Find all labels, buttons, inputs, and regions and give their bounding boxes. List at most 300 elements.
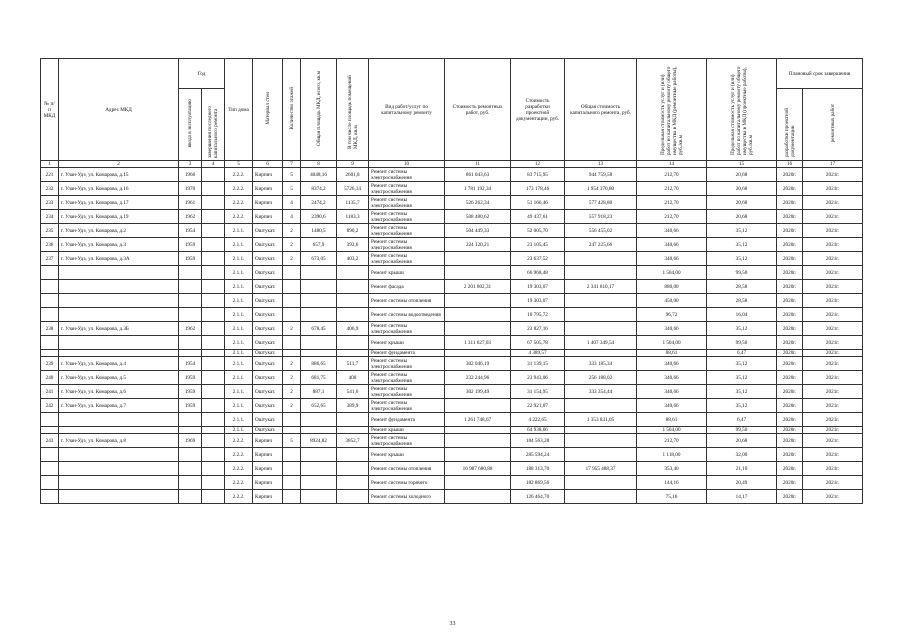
- cell-design-cost: 52 005,70: [511, 224, 565, 238]
- cell-repair-cost: 526 262,34: [445, 196, 511, 210]
- cell-total-area: 1480,5: [301, 224, 337, 238]
- cell-total-cost: 556 455,02: [565, 224, 637, 238]
- cell-address: [59, 427, 179, 434]
- cell-residential-area: 511,7: [337, 357, 369, 371]
- cell-address: [59, 462, 179, 476]
- cell-deadline-repair: 2021г.: [803, 168, 863, 182]
- cell-floors: [283, 476, 301, 490]
- cell-design-cost: 4 389,57: [511, 350, 565, 357]
- table-row: [41, 182, 863, 196]
- cell-limit-cost-repair: 212,70: [637, 168, 707, 182]
- cell-year-commission: 1959: [179, 252, 202, 266]
- cell-address: г. Улан-Удэ, ул. Комарова, д.19: [59, 210, 179, 224]
- cell-deadline-repair: 2021г.: [803, 357, 863, 371]
- cell-year-last-repair: [202, 385, 225, 399]
- cell-wall-material: Кирпич: [253, 434, 283, 448]
- cell-limit-cost-design: 21,10: [707, 462, 777, 476]
- cell-deadline-repair: 2021г.: [803, 336, 863, 350]
- table-row: [41, 462, 863, 476]
- cell-work-type: Ремонт фасада: [369, 280, 445, 294]
- cell-wall-material: Оштукат.: [253, 280, 283, 294]
- header-deadline-design: разработки проектной документации: [777, 89, 803, 161]
- cell-deadline-repair: 2021г.: [803, 308, 863, 322]
- cell-row-number: [41, 280, 59, 294]
- col-num: 1: [41, 161, 59, 168]
- cell-repair-cost: 232 244,96: [445, 371, 511, 385]
- cell-row-number: 242: [41, 399, 59, 413]
- cell-design-cost: 51 166,46: [511, 196, 565, 210]
- cell-deadline-repair: 2021г.: [803, 434, 863, 448]
- cell-work-type: Ремонт системы холодного: [369, 490, 445, 504]
- cell-house-type: 2.1.1.: [225, 385, 253, 399]
- cell-work-type: Ремонт системы горячего: [369, 476, 445, 490]
- cell-deadline-design: 2020г.: [777, 385, 803, 399]
- cell-address: г. Улан-Удэ, ул. Комарова, д.2: [59, 224, 179, 238]
- cell-floors: 5: [283, 434, 301, 448]
- col-num: 7: [283, 161, 301, 168]
- cell-address: г. Улан-Удэ, ул. Комарова, д.16: [59, 182, 179, 196]
- header-year-commission: ввода в эксплуатацию: [179, 89, 202, 161]
- cell-house-type: 2.2.2.: [225, 196, 253, 210]
- cell-total-area: [301, 413, 337, 427]
- cell-row-number: [41, 336, 59, 350]
- cell-work-type: Ремонт системы электроснабжения: [369, 168, 445, 182]
- cell-work-type: Ремонт системы электроснабжения: [369, 252, 445, 266]
- col-num: 5: [225, 161, 253, 168]
- cell-year-last-repair: [202, 224, 225, 238]
- cell-address: [59, 476, 179, 490]
- cell-year-last-repair: [202, 322, 225, 336]
- cell-total-cost: 577 428,80: [565, 196, 637, 210]
- cell-total-area: 8374,2: [301, 182, 337, 196]
- table-row: [41, 266, 863, 280]
- table-row: [41, 252, 863, 266]
- cell-year-commission: [179, 294, 202, 308]
- cell-total-cost: [565, 427, 637, 434]
- cell-limit-cost-design: 35,12: [707, 322, 777, 336]
- cell-total-cost: [565, 434, 637, 448]
- cell-address: г. Улан-Удэ, ул. Комарова, д.3Б: [59, 322, 179, 336]
- cell-row-number: 221: [41, 168, 59, 182]
- cell-year-commission: 1962: [179, 210, 202, 224]
- cell-limit-cost-design: 20,68: [707, 434, 777, 448]
- cell-deadline-design: 2020г.: [777, 252, 803, 266]
- cell-floors: [283, 350, 301, 357]
- cell-work-type: Ремонт системы электроснабжения: [369, 224, 445, 238]
- cell-year-last-repair: [202, 210, 225, 224]
- cell-total-cost: 1 954 370,80: [565, 182, 637, 196]
- cell-total-area: [301, 266, 337, 280]
- cell-house-type: 2.2.2.: [225, 448, 253, 462]
- cell-design-cost: 10 795,72: [511, 308, 565, 322]
- cell-year-commission: 1954: [179, 357, 202, 371]
- table-row: [41, 427, 863, 434]
- cell-wall-material: Оштукат.: [253, 238, 283, 252]
- page-number: 33: [449, 621, 456, 627]
- table-row: [41, 476, 863, 490]
- cell-deadline-repair: 2021г.: [803, 476, 863, 490]
- cell-row-number: [41, 448, 59, 462]
- cell-design-cost: 19 303,07: [511, 280, 565, 294]
- cell-year-last-repair: [202, 238, 225, 252]
- cell-repair-cost: 1 781 192,34: [445, 182, 511, 196]
- cell-wall-material: Оштукат.: [253, 266, 283, 280]
- cell-total-cost: 2 341 810,17: [565, 280, 637, 294]
- cell-total-cost: 333 354,44: [565, 385, 637, 399]
- table-row: [41, 448, 863, 462]
- cell-total-cost: [565, 399, 637, 413]
- cell-wall-material: Кирпич: [253, 168, 283, 182]
- cell-limit-cost-repair: 340,66: [637, 252, 707, 266]
- cell-year-last-repair: [202, 371, 225, 385]
- cell-repair-cost: [445, 350, 511, 357]
- cell-wall-material: Оштукат.: [253, 252, 283, 266]
- cell-house-type: 2.2.2.: [225, 490, 253, 504]
- cell-deadline-design: 2020г.: [777, 427, 803, 434]
- cell-year-last-repair: [202, 252, 225, 266]
- cell-limit-cost-design: 14,17: [707, 490, 777, 504]
- cell-residential-area: [337, 413, 369, 427]
- cell-wall-material: Оштукат.: [253, 336, 283, 350]
- cell-row-number: 237: [41, 252, 59, 266]
- budget-table-sheet: [40, 58, 862, 504]
- cell-limit-cost-design: 6,47: [707, 350, 777, 357]
- cell-limit-cost-repair: 212,70: [637, 182, 707, 196]
- cell-repair-cost: [445, 252, 511, 266]
- cell-year-last-repair: [202, 413, 225, 427]
- cell-row-number: [41, 294, 59, 308]
- cell-limit-cost-repair: 96,72: [637, 308, 707, 322]
- cell-year-commission: [179, 427, 202, 434]
- header-wall-material: Материал стен: [253, 59, 283, 161]
- cell-total-area: 681,75: [301, 371, 337, 385]
- cell-wall-material: Кирпич: [253, 490, 283, 504]
- cell-floors: [283, 427, 301, 434]
- cell-year-last-repair: [202, 266, 225, 280]
- cell-deadline-design: 2020г.: [777, 448, 803, 462]
- col-num: 15: [707, 161, 777, 168]
- cell-wall-material: Оштукат.: [253, 350, 283, 357]
- cell-year-commission: [179, 462, 202, 476]
- cell-deadline-repair: 2021г.: [803, 448, 863, 462]
- cell-address: г. Улан-Удэ, ул. Комарова, д.17: [59, 196, 179, 210]
- cell-wall-material: Оштукат.: [253, 308, 283, 322]
- cell-year-last-repair: [202, 168, 225, 182]
- cell-design-cost: 31 139,15: [511, 357, 565, 371]
- cell-floors: 2: [283, 252, 301, 266]
- cell-work-type: Ремонт крыши: [369, 336, 445, 350]
- cell-design-cost: 83 715,95: [511, 168, 565, 182]
- cell-floors: [283, 308, 301, 322]
- cell-year-last-repair: [202, 182, 225, 196]
- cell-work-type: Ремонт системы электроснабжения: [369, 210, 445, 224]
- cell-total-cost: [565, 350, 637, 357]
- cell-total-cost: [565, 490, 637, 504]
- cell-deadline-repair: 2021г.: [803, 294, 863, 308]
- cell-deadline-design: 2020г.: [777, 476, 803, 490]
- cell-work-type: Ремонт системы электроснабжения: [369, 322, 445, 336]
- table-row: [41, 399, 863, 413]
- cell-work-type: Ремонт фундамента: [369, 350, 445, 357]
- cell-year-commission: 1969: [179, 434, 202, 448]
- cell-limit-cost-design: 20,68: [707, 196, 777, 210]
- cell-design-cost: 31 154,95: [511, 385, 565, 399]
- cell-total-cost: 944 759,58: [565, 168, 637, 182]
- cell-deadline-design: 2020г.: [777, 322, 803, 336]
- cell-floors: [283, 413, 301, 427]
- table-row: [41, 224, 863, 238]
- cell-work-type: Ремонт системы электроснабжения: [369, 434, 445, 448]
- cell-total-cost: [565, 308, 637, 322]
- cell-deadline-design: 2020г.: [777, 280, 803, 294]
- cell-year-commission: [179, 308, 202, 322]
- cell-limit-cost-design: 16,04: [707, 308, 777, 322]
- cell-deadline-design: 2020г.: [777, 490, 803, 504]
- cell-design-cost: 4 222,65: [511, 413, 565, 427]
- cell-deadline-design: 2020г.: [777, 224, 803, 238]
- cell-year-last-repair: [202, 462, 225, 476]
- capital-repair-table: [40, 58, 863, 504]
- cell-row-number: 236: [41, 238, 59, 252]
- cell-work-type: Ремонт системы электроснабжения: [369, 238, 445, 252]
- cell-limit-cost-repair: 340,66: [637, 357, 707, 371]
- cell-wall-material: Оштукат.: [253, 413, 283, 427]
- table-row: [41, 350, 863, 357]
- cell-design-cost: 66 968,48: [511, 266, 565, 280]
- cell-limit-cost-design: 6,47: [707, 413, 777, 427]
- cell-design-cost: 23 827,16: [511, 322, 565, 336]
- cell-total-area: 652,65: [301, 399, 337, 413]
- cell-floors: 5: [283, 168, 301, 182]
- cell-deadline-repair: 2021г.: [803, 182, 863, 196]
- cell-house-type: 2.1.1.: [225, 280, 253, 294]
- cell-total-cost: [565, 448, 637, 462]
- col-num: 4: [202, 161, 225, 168]
- cell-row-number: 241: [41, 385, 59, 399]
- cell-total-area: [301, 427, 337, 434]
- cell-work-type: Ремонт крыши: [369, 266, 445, 280]
- cell-residential-area: [337, 350, 369, 357]
- cell-house-type: 2.1.1.: [225, 252, 253, 266]
- cell-limit-cost-repair: 212,70: [637, 434, 707, 448]
- cell-year-commission: 1959: [179, 385, 202, 399]
- cell-house-type: 2.2.2.: [225, 182, 253, 196]
- cell-deadline-repair: 2021г.: [803, 427, 863, 434]
- header-deadline-group: Плановый срок завершения: [777, 59, 863, 89]
- cell-address: г. Улан-Удэ, ул. Комарова, д.3: [59, 238, 179, 252]
- cell-limit-cost-design: 35,12: [707, 385, 777, 399]
- cell-wall-material: Кирпич: [253, 462, 283, 476]
- cell-floors: [283, 266, 301, 280]
- cell-residential-area: 1135,7: [337, 196, 369, 210]
- cell-deadline-design: 2020г.: [777, 399, 803, 413]
- cell-house-type: 2.1.1.: [225, 266, 253, 280]
- cell-limit-cost-design: 20,68: [707, 210, 777, 224]
- cell-row-number: 235: [41, 224, 59, 238]
- table-row: [41, 168, 863, 182]
- cell-row-number: [41, 490, 59, 504]
- cell-house-type: 2.1.1.: [225, 308, 253, 322]
- cell-year-last-repair: [202, 490, 225, 504]
- header-address: Адрес МКД: [59, 59, 179, 161]
- table-row: [41, 308, 863, 322]
- cell-floors: 2: [283, 371, 301, 385]
- cell-limit-cost-design: 28,58: [707, 294, 777, 308]
- cell-repair-cost: 224 120,21: [445, 238, 511, 252]
- cell-work-type: Ремонт системы электроснабжения: [369, 371, 445, 385]
- cell-floors: [283, 448, 301, 462]
- cell-deadline-design: 2020г.: [777, 434, 803, 448]
- cell-total-area: 8924,82: [301, 434, 337, 448]
- cell-deadline-design: 2020г.: [777, 196, 803, 210]
- cell-total-area: 657,9: [301, 238, 337, 252]
- cell-address: г. Улан-Удэ, ул. Комарова, д.15: [59, 168, 179, 182]
- cell-limit-cost-design: 99,50: [707, 336, 777, 350]
- cell-residential-area: 3852,7: [337, 434, 369, 448]
- header-residential-area: В том числе площадь помещений МКД, кв.м: [337, 59, 369, 161]
- cell-floors: 4: [283, 196, 301, 210]
- cell-deadline-repair: 2021г.: [803, 322, 863, 336]
- header-work-type: Вид работ/услуг по капитальному ремонту: [369, 59, 445, 161]
- cell-total-area: [301, 462, 337, 476]
- cell-residential-area: 541,6: [337, 385, 369, 399]
- cell-deadline-design: 2020г.: [777, 308, 803, 322]
- cell-house-type: 2.2.2.: [225, 168, 253, 182]
- cell-wall-material: Оштукат.: [253, 385, 283, 399]
- col-num: 2: [59, 161, 179, 168]
- cell-limit-cost-repair: 75,16: [637, 490, 707, 504]
- cell-limit-cost-design: 99,50: [707, 266, 777, 280]
- cell-residential-area: [337, 308, 369, 322]
- cell-address: [59, 350, 179, 357]
- cell-year-last-repair: [202, 476, 225, 490]
- cell-deadline-repair: 2021г.: [803, 238, 863, 252]
- cell-repair-cost: 861 043,63: [445, 168, 511, 182]
- cell-total-area: [301, 294, 337, 308]
- header-total-cost: Общая стоимость капитального ремонта, руб.: [565, 59, 637, 161]
- cell-year-commission: [179, 350, 202, 357]
- cell-design-cost: 67 505,78: [511, 336, 565, 350]
- cell-year-last-repair: [202, 350, 225, 357]
- cell-residential-area: [337, 427, 369, 434]
- cell-address: [59, 448, 179, 462]
- cell-deadline-design: 2020г.: [777, 168, 803, 182]
- cell-limit-cost-design: 35,12: [707, 357, 777, 371]
- cell-total-cost: 557 918,23: [565, 210, 637, 224]
- cell-limit-cost-design: 20,49: [707, 476, 777, 490]
- cell-row-number: 239: [41, 357, 59, 371]
- cell-residential-area: 1183,3: [337, 210, 369, 224]
- cell-design-cost: 49 437,61: [511, 210, 565, 224]
- cell-address: [59, 280, 179, 294]
- cell-repair-cost: [445, 322, 511, 336]
- cell-work-type: Ремонт системы электроснабжения: [369, 357, 445, 371]
- cell-limit-cost-design: 20,68: [707, 182, 777, 196]
- cell-wall-material: Оштукат.: [253, 371, 283, 385]
- col-num: 12: [511, 161, 565, 168]
- cell-year-last-repair: [202, 308, 225, 322]
- cell-address: г. Улан-Удэ, ул. Комарова, д.5: [59, 371, 179, 385]
- cell-repair-cost: [445, 427, 511, 434]
- cell-deadline-design: 2020г.: [777, 413, 803, 427]
- cell-wall-material: Оштукат.: [253, 294, 283, 308]
- cell-limit-cost-repair: 340,66: [637, 385, 707, 399]
- header-floors: Количество этажей: [283, 59, 301, 161]
- cell-address: [59, 490, 179, 504]
- cell-year-last-repair: [202, 434, 225, 448]
- cell-house-type: 2.2.2.: [225, 476, 253, 490]
- cell-limit-cost-repair: 1 504,00: [637, 266, 707, 280]
- cell-total-cost: 333 185,34: [565, 357, 637, 371]
- cell-deadline-design: 2020г.: [777, 238, 803, 252]
- cell-year-last-repair: [202, 399, 225, 413]
- cell-year-last-repair: [202, 294, 225, 308]
- cell-row-number: [41, 413, 59, 427]
- cell-year-commission: 1962: [179, 322, 202, 336]
- cell-floors: 2: [283, 322, 301, 336]
- cell-house-type: 2.1.1.: [225, 427, 253, 434]
- cell-floors: 5: [283, 182, 301, 196]
- cell-total-cost: [565, 252, 637, 266]
- cell-limit-cost-repair: 88,61: [637, 350, 707, 357]
- cell-year-commission: [179, 280, 202, 294]
- cell-repair-cost: 1 261 748,67: [445, 413, 511, 427]
- cell-address: [59, 266, 179, 280]
- cell-work-type: Ремонт системы электроснабжения: [369, 399, 445, 413]
- cell-deadline-repair: 2021г.: [803, 210, 863, 224]
- cell-wall-material: Кирпич: [253, 448, 283, 462]
- cell-house-type: 2.1.1.: [225, 350, 253, 357]
- cell-limit-cost-design: 99,50: [707, 427, 777, 434]
- col-num: 10: [369, 161, 445, 168]
- cell-design-cost: 23 943,06: [511, 371, 565, 385]
- cell-total-area: [301, 336, 337, 350]
- cell-year-last-repair: [202, 280, 225, 294]
- table-row: [41, 336, 863, 350]
- cell-residential-area: 5726,14: [337, 182, 369, 196]
- cell-floors: 2: [283, 238, 301, 252]
- cell-total-area: 886,65: [301, 357, 337, 371]
- cell-residential-area: [337, 490, 369, 504]
- cell-floors: [283, 280, 301, 294]
- cell-deadline-design: 2020г.: [777, 336, 803, 350]
- header-total-area: Общая площадь МКД, всего, кв.м: [301, 59, 337, 161]
- cell-deadline-design: 2020г.: [777, 210, 803, 224]
- cell-deadline-repair: 2021г.: [803, 196, 863, 210]
- cell-deadline-repair: 2021г.: [803, 224, 863, 238]
- cell-total-area: 2390,6: [301, 210, 337, 224]
- cell-total-area: [301, 448, 337, 462]
- cell-residential-area: 403,2: [337, 252, 369, 266]
- cell-limit-cost-repair: 212,70: [637, 210, 707, 224]
- cell-floors: [283, 490, 301, 504]
- header-house-type: Тип дома: [225, 59, 253, 161]
- cell-wall-material: Кирпич: [253, 210, 283, 224]
- cell-row-number: [41, 462, 59, 476]
- header-year-last-repair: завершения последнего капитального ремонта: [202, 89, 225, 161]
- cell-work-type: Ремонт системы водоотведения: [369, 308, 445, 322]
- cell-residential-area: 408: [337, 371, 369, 385]
- cell-residential-area: 890,2: [337, 224, 369, 238]
- cell-deadline-repair: 2021г.: [803, 266, 863, 280]
- cell-deadline-repair: 2021г.: [803, 252, 863, 266]
- cell-residential-area: [337, 294, 369, 308]
- cell-wall-material: Кирпич: [253, 196, 283, 210]
- header-deadline-repair: ремонтных работ: [803, 89, 863, 161]
- cell-total-area: [301, 350, 337, 357]
- cell-deadline-repair: 2021г.: [803, 385, 863, 399]
- cell-address: г. Улан-Удэ, ул. Комарова, д.3А: [59, 252, 179, 266]
